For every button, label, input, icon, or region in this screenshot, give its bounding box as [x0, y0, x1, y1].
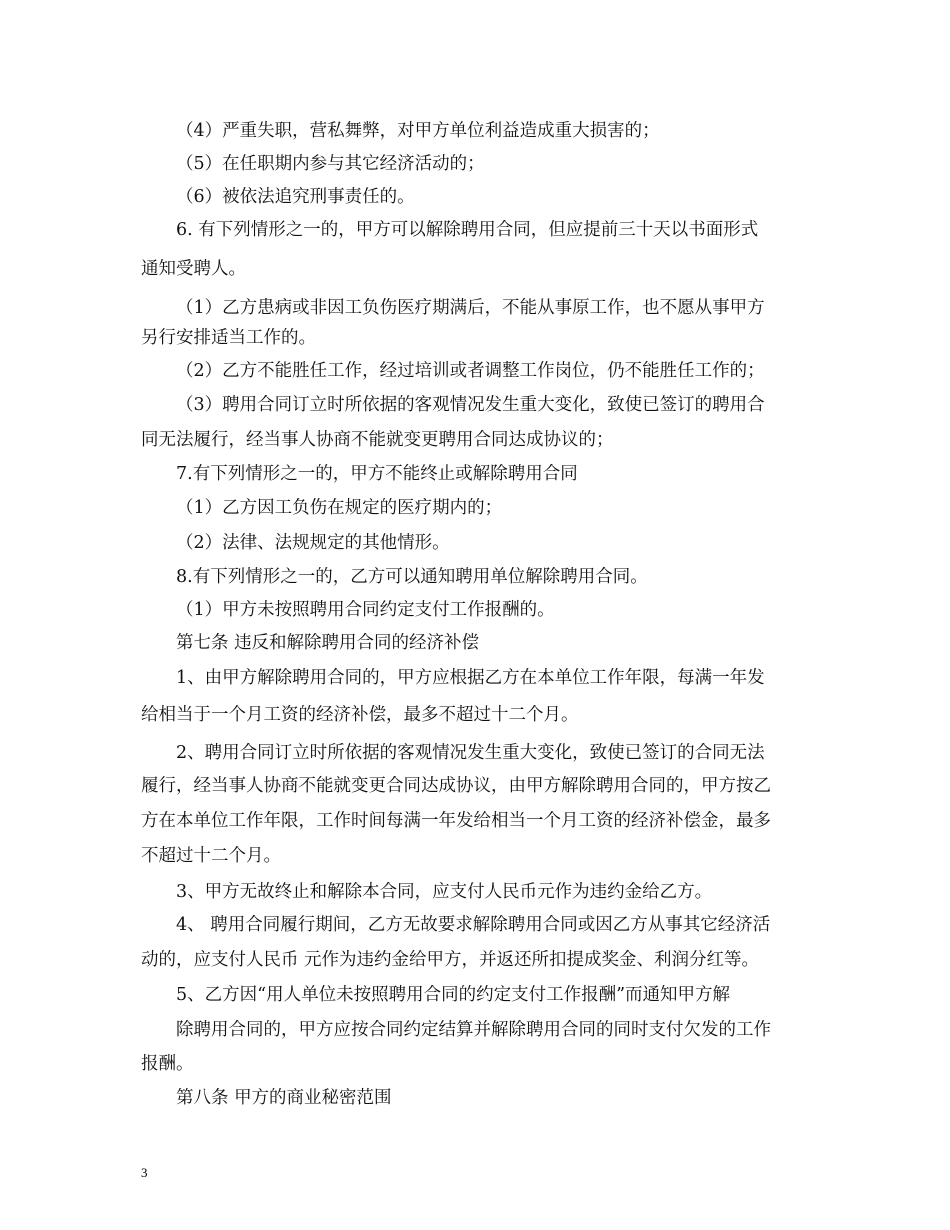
text-line: 3、甲方无故终止和解除本合同，应支付人民币元作为违约金给乙方。 — [176, 882, 713, 902]
text-line: 另行安排适当工作的。 — [141, 328, 316, 348]
text-line: （6）被依法追究刑事责任的。 — [176, 187, 415, 207]
text-line: 报酬。 — [141, 1054, 194, 1074]
text-line: 动的，应支付人民币 元作为违约金给甲方，并返还所扣提成奖金、利润分红等。 — [141, 950, 760, 970]
text-line: 5、乙方因“用人单位未按照聘用合同的约定支付工作报酬”而通知甲方解 — [176, 985, 731, 1005]
text-line: 1、由甲方解除聘用合同的，甲方应根据乙方在本单位工作年限，每满一年发 — [176, 668, 765, 688]
text-line: （1）乙方因工负伤在规定的医疗期内的； — [176, 498, 503, 518]
text-line: （1）甲方未按照聘用合同约定支付工作报酬的。 — [176, 600, 555, 620]
text-line: 不超过十二个月。 — [141, 846, 281, 866]
page-number: 3 — [141, 1165, 148, 1180]
text-line: 除聘用合同的，甲方应按合同约定结算并解除聘用合同的同时支付欠发的工作 — [176, 1020, 771, 1040]
text-line: （4）严重失职，营私舞弊，对甲方单位利益造成重大损害的； — [176, 121, 660, 141]
text-line: 通知受聘人。 — [141, 259, 246, 279]
text-line: （5）在任职期内参与其它经济活动的； — [176, 154, 485, 174]
text-line: 8.有下列情形之一的，乙方可以通知聘用单位解除聘用合同。 — [176, 567, 648, 587]
text-line: （2）乙方不能胜任工作，经过培训或者调整工作岗位，仍不能胜任工作的； — [176, 361, 765, 381]
text-line: 6. 有下列情形之一的，甲方可以解除聘用合同，但应提前三十天以书面形式 — [176, 220, 759, 240]
text-line: 2、聘用合同订立时所依据的客观情况发生重大变化，致使已签订的合同无法 — [176, 743, 765, 763]
text-line: 方在本单位工作年限，工作时间每满一年发给相当一个月工资的经济补偿金，最多 — [141, 811, 771, 831]
text-line: 同无法履行，经当事人协商不能就变更聘用合同达成协议的； — [141, 430, 614, 450]
text-line: 7.有下列情形之一的，甲方不能终止或解除聘用合同 — [176, 464, 578, 484]
text-line: 给相当于一个月工资的经济补偿，最多不超过十二个月。 — [141, 705, 579, 725]
text-line: （3）聘用合同订立时所依据的客观情况发生重大变化，致使已签订的聘用合 — [176, 395, 765, 415]
text-line: （1）乙方患病或非因工负伤医疗期满后，不能从事原工作，也不愿从事甲方 — [176, 298, 765, 318]
text-line: （2）法律、法规规定的其他情形。 — [176, 533, 450, 553]
text-line: 4、 聘用合同履行期间，乙方无故要求解除聘用合同或因乙方从事其它经济活 — [176, 915, 771, 935]
section-heading: 第八条 甲方的商业秘密范围 — [176, 1088, 392, 1108]
text-line: 履行，经当事人协商不能就变更合同达成协议，由甲方解除聘用合同的，甲方按乙 — [141, 776, 771, 796]
section-heading: 第七条 违反和解除聘用合同的经济补偿 — [176, 633, 480, 653]
